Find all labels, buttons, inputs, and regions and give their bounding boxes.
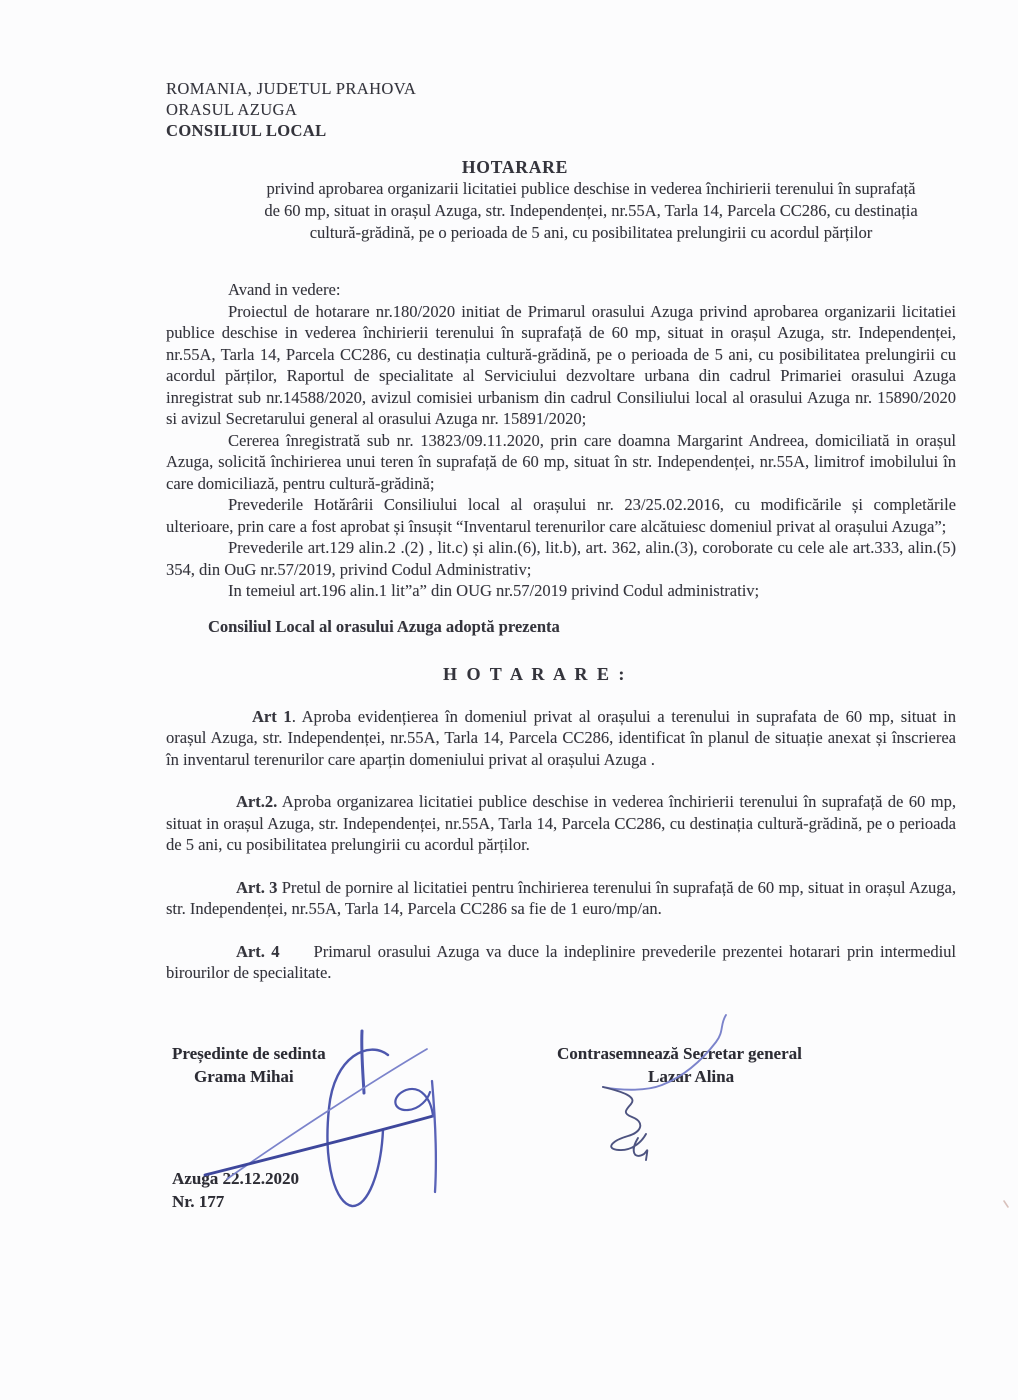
preamble xyxy=(166,279,956,602)
article-3-text: Pretul de pornire al licitatiei pentru închirierea terenului în suprafață de 60 mp, situat in orașul Azuga, str. Independenței, nr.55A, Tarla 14, Parcela CC286 sa fie de 1 euro/mp/an. xyxy=(166,877,957,919)
signature-block xyxy=(0,1032,1018,1400)
place-date-line: Azuga 22.12.2020 xyxy=(172,1169,300,1188)
preamble-intro: Avand in vedere: xyxy=(228,280,341,300)
articles-section xyxy=(166,706,956,984)
article-3-lead: Art. 3 xyxy=(236,877,278,897)
article-1-text: . Aproba evidențierea în domeniul privat al orașului a terenului in suprafata de 60 mp, situat in orașul Azuga, str. Independenței, nr.55A, Tarla 14, Parcela CC286, identificat în planul de situație anexat și înscrierea în inventarul terenurilor care aparțin domeniului privat al orașului Azuga . xyxy=(166,706,956,769)
adoption-clause: Consiliul Local al orasului Azuga adoptă prezenta xyxy=(208,616,560,636)
subtitle-line-2: de 60 mp, situat in orașul Azuga, str. Independenței, nr.55A, Tarla 14, Parcela CC286, cu destinația xyxy=(264,200,918,220)
letterhead-council-line: CONSILIUL LOCAL xyxy=(166,121,327,140)
article-2 xyxy=(166,791,956,856)
secretary-name: Lazar Alina xyxy=(648,1067,735,1086)
preamble-paragraph-authority: In temeiul art.196 alin.1 lit”a” din OUG nr.57/2019 privind Codul administrativ; xyxy=(228,581,760,601)
article-1-lead: Art 1 xyxy=(252,706,292,726)
president-name: Grama Mihai xyxy=(194,1067,294,1086)
decision-heading: H O T A R A R E : xyxy=(443,663,627,684)
article-2-text: Aproba organizarea licitatiei publice deschise in vederea închirierii terenului în suprafață de 60 mp, situat in orașul Azuga, str. Independenței, nr.55A, Tarla 14, Parcela CC286, cu destinația cultură-grădină, pe o perioada de 5 ani, cu posibilitatea prelungirii cu acordul părților. xyxy=(166,792,956,855)
document-number: Nr. 177 xyxy=(172,1192,225,1211)
article-1 xyxy=(166,706,956,771)
article-4 xyxy=(166,941,956,984)
preamble-paragraph-project: Proiectul de hotarare nr.180/2020 initiat de Primarul orasului Azuga privind aprobarea organizarii licitatiei publice deschise in vederea închirierii terenului în suprafață de 60 mp, situat in orașul Azuga, str. Independenței, nr.55A, Tarla 14, Parcela CC286, cu destinația cultură-grădină, pe o perioada de 5 ani, cu posibilitatea prelungirii cu acordul părților, Raportul de specialitate al Serviciului dezvoltare urbana din cadrul Primariei orasului Azuga inregistrat sub nr.14588/2020, avizul comisiei urbanism din cadrul Consiliului local al orasului Azuga nr. 15890/2020 si avizul Secretarului general al orasului Azuga nr. 15891/2020; xyxy=(166,301,956,429)
article-4-text: Primarul orasului Azuga va duce la indeplinire prevederile prezentei hotarari prin intermediul birourilor de specialitate. xyxy=(166,941,957,983)
document-content xyxy=(166,0,956,984)
document-title: HOTARARE xyxy=(461,157,569,177)
president-role: Președinte de sedinta xyxy=(172,1044,326,1063)
letterhead-city-line: ORASUL AZUGA xyxy=(166,100,298,119)
letterhead xyxy=(166,78,956,141)
preamble-paragraph-legal-basis: Prevederile art.129 alin.2 .(2) , lit.c) și alin.(6), lit.b), art. 362, alin.(3), coroborate cu cele ale art.333, alin.(5) 354, din OuG nr.57/2019, privind Codul Administrativ; xyxy=(166,538,956,579)
article-2-lead: Art.2. xyxy=(236,792,278,812)
title-subtitle xyxy=(226,178,956,243)
preamble-paragraph-request: Cererea înregistrată sub nr. 13823/09.11.2020, prin care doamna Margarint Andreea, domiciliată in orașul Azuga, solicită închirierea unui teren în suprafață de 60 mp, situat în str. Independenței, nr.55A, limitrof imobilului în care domiciliază, pentru cultură-grădină; xyxy=(166,430,956,493)
preamble-paragraph-inventory: Prevederile Hotărârii Consiliului local al orașului nr. 23/25.02.2016, cu modificările și completările ulterioare, prin care a fost aprobat și însușit “Inventarul terenurilor care alcătuiesc domeniul privat al orașului Azuga”; xyxy=(166,495,956,536)
article-4-lead: Art. 4 xyxy=(236,941,280,961)
letterhead-country-line: ROMANIA, JUDETUL PRAHOVA xyxy=(166,79,417,98)
secretary-role: Contrasemnează Secretar general xyxy=(557,1044,802,1063)
subtitle-line-1: privind aprobarea organizarii licitatiei publice deschise in vederea închirierii terenului în suprafață xyxy=(266,179,916,198)
subtitle-line-3: cultură-grădină, pe o perioada de 5 ani, cu posibilitatea prelungirii cu acordul părților xyxy=(309,222,873,242)
article-3 xyxy=(166,877,956,920)
